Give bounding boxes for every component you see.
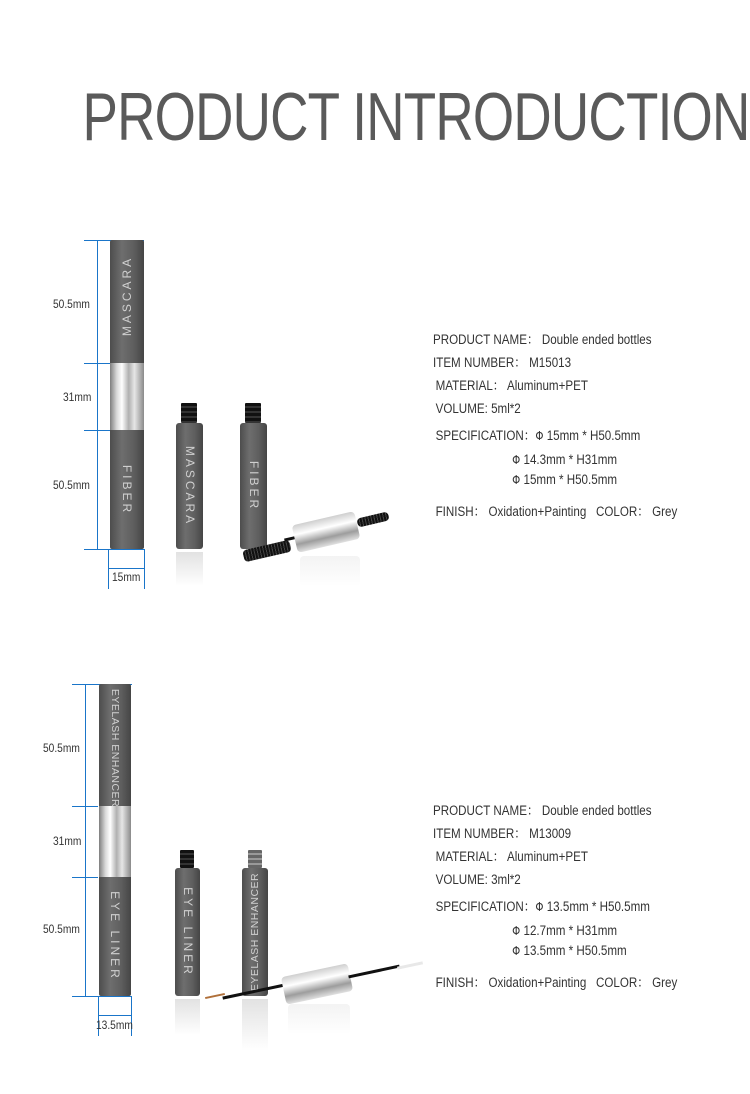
phi-symbol: Φ (512, 924, 521, 938)
phi-symbol: Φ (512, 453, 521, 467)
color-value: Grey (652, 504, 678, 519)
material-label: MATERIAL： (435, 378, 505, 393)
volume-label: VOLUME: (435, 872, 488, 887)
assembled-double-ended-bottle (99, 684, 131, 996)
eye-liner-bottle (175, 868, 200, 996)
item-number-value: M13009 (529, 826, 572, 841)
color-value: Grey (652, 975, 678, 990)
enhancer-brush-tip (397, 961, 423, 969)
dimension-middle-label: 31mm (53, 834, 82, 848)
dimension-top-label: 50.5mm (53, 297, 90, 311)
spec-value-2: 12.7mm * H31mm (523, 923, 618, 938)
bottle-reflection (175, 999, 200, 1035)
bottle-text: MASCARA (182, 445, 197, 527)
volume-label: VOLUME: (435, 401, 488, 416)
product-name-value: Double ended bottles (541, 332, 652, 347)
color-label: COLOR： (595, 504, 649, 519)
material-value: Aluminum+PET (506, 378, 588, 393)
bottle-text: EYELASH ENHANCER (249, 872, 261, 992)
bottle-reflection (242, 999, 268, 1051)
finish-row (433, 971, 691, 994)
tube-top-text: EYELASH ENHANCER (109, 688, 121, 808)
product-name-label: PRODUCT NAME： (433, 332, 539, 347)
volume-value: 3ml*2 (491, 872, 521, 887)
tube-bottom-text: EYE LINER (108, 891, 122, 981)
dimension-tick-width (98, 1015, 132, 1016)
finish-label: FINISH： (435, 504, 486, 519)
dimension-bottom-label: 50.5mm (43, 922, 80, 936)
tube-middle-cap (99, 806, 131, 877)
dimension-tick (72, 806, 98, 807)
material-row (433, 845, 691, 868)
product-info (433, 799, 733, 994)
bottle-neck (180, 850, 194, 868)
spec-value-3: 13.5mm * H50.5mm (523, 943, 627, 958)
dimension-width-label: 15mm (112, 570, 141, 584)
tube-top-text: MASCARA (120, 255, 134, 337)
material-value: Aluminum+PET (506, 849, 588, 864)
product-name-row (433, 799, 691, 822)
dimension-top-label: 50.5mm (43, 741, 80, 755)
item-number-label: ITEM NUMBER： (433, 355, 526, 370)
spec-value-1: 15mm * H50.5mm (546, 428, 641, 443)
dimension-tick (72, 996, 132, 997)
dimension-line-vertical (85, 684, 86, 996)
item-number-value: M15013 (529, 355, 572, 370)
product-name-value: Double ended bottles (541, 803, 652, 818)
bottle-text: FIBER (246, 460, 261, 512)
applicator-rod (348, 965, 399, 979)
product-name-label: PRODUCT NAME： (433, 803, 539, 818)
phi-symbol: Φ (512, 944, 521, 958)
dimension-width-label: 13.5mm (96, 1018, 133, 1032)
phi-symbol: Φ (535, 900, 544, 914)
spec-value-3: 15mm * H50.5mm (523, 472, 618, 487)
specification-row-2 (433, 921, 691, 941)
item-number-label: ITEM NUMBER： (433, 826, 526, 841)
specification-label: SPECIFICATION： (435, 428, 536, 443)
bottle-text: EYE LINER (180, 887, 195, 977)
dimension-middle-label: 31mm (63, 390, 92, 404)
spec-value-2: 14.3mm * H31mm (523, 452, 618, 467)
volume-value: 5ml*2 (491, 401, 521, 416)
phi-symbol: Φ (512, 473, 521, 487)
specification-row (433, 895, 691, 919)
specification-row-3 (433, 941, 691, 961)
spec-value-1: 13.5mm * H50.5mm (546, 899, 650, 914)
material-label: MATERIAL： (435, 849, 505, 864)
phi-symbol: Φ (535, 429, 544, 443)
specification-label: SPECIFICATION： (435, 899, 536, 914)
dimension-tick (72, 877, 98, 878)
volume-row (433, 868, 691, 891)
tube-bottom-text: FIBER (120, 464, 134, 516)
color-label: COLOR： (595, 975, 649, 990)
dimension-bottom-label: 50.5mm (53, 478, 90, 492)
finish-label: FINISH： (435, 975, 486, 990)
bottle-neck (248, 850, 262, 868)
finish-value: Oxidation+Painting (488, 975, 587, 990)
eyelash-enhancer-bottle (242, 868, 268, 996)
finish-value: Oxidation+Painting (488, 504, 587, 519)
applicator-cap (281, 963, 353, 1005)
item-number-row (433, 822, 691, 845)
page-title: PRODUCT INTRODUCTION (82, 79, 750, 155)
applicator-reflection (288, 1004, 350, 1034)
